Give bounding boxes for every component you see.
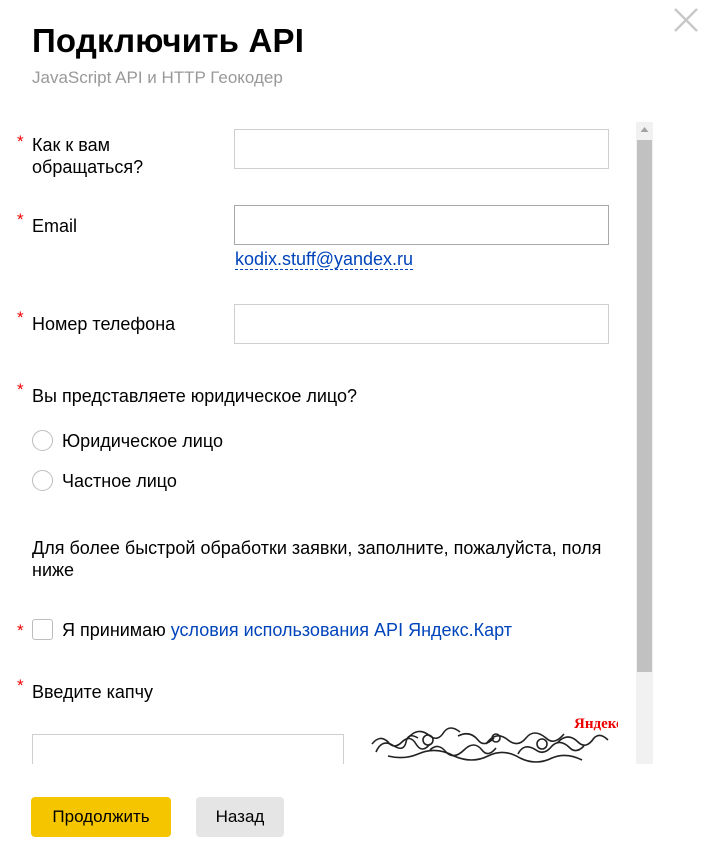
captcha-brand: Яндекс (574, 716, 618, 732)
captcha-label: Введите капчу (32, 682, 153, 702)
legal-entity-question: Вы представляете юридическое лицо? (32, 386, 358, 406)
phone-input[interactable] (234, 304, 609, 344)
captcha-image (368, 714, 618, 764)
captcha-input[interactable] (32, 734, 344, 764)
dialog-subtitle: JavaScript API и HTTP Геокодер (32, 68, 283, 87)
dialog-title: Подключить API (32, 22, 305, 59)
required-mark: * (17, 380, 24, 399)
back-button[interactable]: Назад (196, 797, 284, 837)
terms-link[interactable]: условия использования API Яндекс.Карт (170, 620, 512, 640)
form-scroll-area[interactable] (0, 120, 660, 764)
scroll-up-arrow-icon[interactable] (636, 122, 653, 139)
hint-text: Для более быстрой обработки заявки, заполните, пожалуйста, поля ниже (32, 538, 602, 580)
required-mark: * (17, 676, 24, 695)
radio-private-person[interactable] (32, 470, 53, 491)
terms-prefix: Я принимаю (62, 620, 171, 640)
name-label: Как к вам обращаться? (32, 135, 144, 177)
terms-checkbox[interactable] (32, 619, 53, 640)
required-mark: * (17, 132, 24, 151)
required-mark: * (17, 210, 24, 229)
radio-private-person-label[interactable]: Частное лицо (62, 471, 177, 491)
radio-legal-entity-label[interactable]: Юридическое лицо (62, 431, 223, 451)
email-suggestion-link[interactable]: kodix.stuff@yandex.ru (235, 249, 414, 269)
continue-button[interactable]: Продолжить (31, 797, 171, 837)
terms-label (62, 619, 512, 641)
form-scrollbar[interactable] (636, 122, 653, 764)
phone-label: Номер телефона (32, 314, 176, 334)
radio-legal-entity[interactable] (32, 430, 53, 451)
required-mark: * (17, 621, 24, 640)
required-mark: * (17, 308, 24, 327)
scrollbar-thumb[interactable] (637, 140, 652, 672)
close-icon[interactable] (672, 6, 700, 34)
name-input[interactable] (234, 129, 609, 169)
email-input[interactable] (234, 205, 609, 245)
email-label: Email (32, 216, 78, 236)
